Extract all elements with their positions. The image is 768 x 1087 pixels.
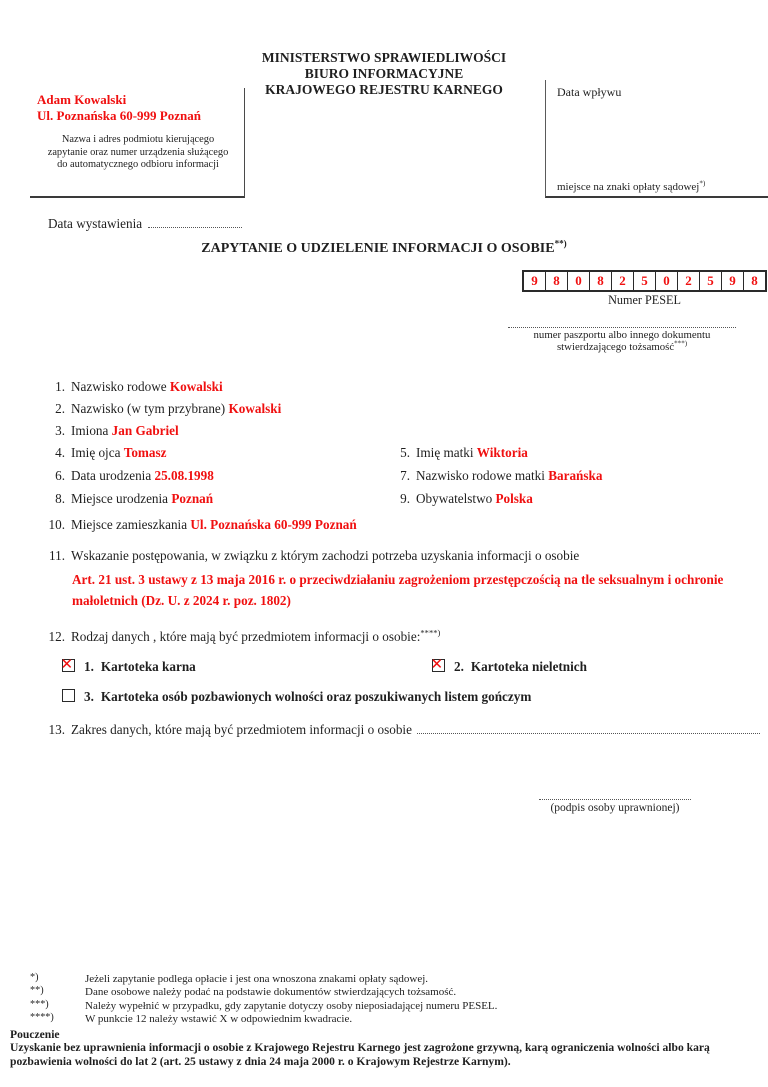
checkbox-row-2 — [62, 689, 531, 705]
passport-caption-line-1: numer paszportu albo innego dokumentu — [533, 329, 711, 341]
option-label: Kartoteka karna — [100, 659, 196, 674]
option-label: Kartoteka osób pozbawionych wolności oraz poszukiwanych listem gończym — [100, 689, 532, 704]
footnote-ref-3: ***) — [674, 339, 688, 348]
ministry-line-2: BIURO INFORMACYJNE — [304, 66, 464, 81]
field-number: 13. — [48, 722, 65, 737]
field-number: 3. — [55, 423, 65, 438]
footnote-marker: ****) — [30, 1012, 54, 1024]
pesel-digit: 2 — [677, 272, 699, 290]
pesel-digit: 2 — [611, 272, 633, 290]
footnote-text: W punkcie 12 należy wstawić X w odpowiednim kwadracie. — [85, 1013, 353, 1026]
footnote-text: Należy wypełnić w przypadku, gdy zapytanie dotyczy osoby nieposiadającej numeru PESEL. — [85, 999, 498, 1012]
field-9 — [385, 491, 533, 507]
field-value: Polska — [495, 491, 533, 506]
passport-number-block — [496, 323, 748, 354]
field-row-13 — [40, 722, 760, 738]
footnote-ref-2: **) — [554, 238, 567, 249]
field-row-6-7 — [40, 468, 603, 484]
signature-block — [520, 793, 710, 815]
footnote-marker: **) — [30, 985, 44, 997]
option-kartoteka-karna — [60, 655, 196, 674]
field-number: 2. — [55, 401, 65, 416]
field-label: Rodzaj danych , które mają być przedmiotem informacji o osobie: — [71, 629, 421, 644]
field-label: Obywatelstwo — [416, 491, 493, 506]
pesel-digit: 8 — [589, 272, 611, 290]
field-row-10 — [40, 517, 357, 533]
footnote-1 — [30, 973, 497, 986]
sender-box-caption: Nazwa i adres podmiotu kierującego zapytanie oraz numer urządzenia służącego do automatycznego odbioru informacji — [47, 134, 229, 171]
field-value: Kowalski — [228, 401, 282, 416]
checkbox-row-1 — [60, 655, 587, 675]
pesel-digit: 8 — [743, 272, 765, 290]
footnote-marker: *) — [30, 972, 39, 983]
sender-address: Ul. Poznańska 60-999 Poznań — [37, 107, 201, 123]
footnote-marker: ***) — [30, 998, 49, 1010]
field-number: 7. — [400, 468, 410, 483]
field-row-4-5 — [40, 445, 528, 461]
option-kartoteka-osob-pozbawionych — [62, 689, 531, 704]
field-row-2 — [40, 401, 281, 417]
ministry-line-1: MINISTERSTWO SPRAWIEDLIWOŚCI — [261, 50, 507, 65]
field-number: 11. — [49, 548, 65, 563]
field-number: 4. — [55, 445, 65, 460]
form-title: ZAPYTANIE O UDZIELENIE INFORMACJI O OSOBIE**) — [201, 238, 567, 256]
field-row-11 — [40, 548, 579, 564]
pesel-digit: 5 — [699, 272, 721, 290]
field-number: 9. — [400, 491, 410, 506]
footnote-text: Jeżeli zapytanie podlega opłacie i jest ona wnoszona znakami opłaty sądowej. — [85, 973, 429, 985]
field-value: Wiktoria — [476, 445, 528, 460]
pesel-label: Numer PESEL — [608, 293, 681, 307]
field-row-1 — [40, 379, 223, 395]
field-label: Miejsce urodzenia — [71, 491, 169, 506]
option-number: 1. — [84, 659, 94, 674]
footnote-4 — [30, 1013, 497, 1026]
field-number: 5. — [400, 445, 410, 460]
field-value: Barańska — [548, 468, 603, 483]
notice-text: Uzyskanie bez uprawnienia informacji o osobie z Krajowego Rejestru Karnego jest zagrożone grzywną, karą ograniczenia wolności albo karą pozbawienia wolności do lat 2 (art. 25 ustawy z dnia 24 maja 2000 r. o Krajowym Rejestrze Karnym). — [10, 1041, 710, 1068]
option-kartoteka-nieletnich — [430, 655, 587, 675]
checkbox-x-icon: ✕ — [60, 655, 74, 673]
signature-fill-line — [539, 793, 691, 800]
pesel-digit: 0 — [567, 272, 589, 290]
issue-date-row — [48, 216, 242, 232]
sender-box — [30, 88, 245, 198]
legal-basis-text: Art. 21 ust. 3 ustawy z 13 maja 2016 r. o przeciwdziałaniu zagrożeniom przestępczością na tle seksualnym i ochronie małoletnich (Dz. U. z 2024 r. poz. 1802) — [72, 572, 724, 608]
field-13-fill-line — [417, 722, 760, 734]
field-row-12 — [40, 629, 440, 645]
field-row-3 — [40, 423, 179, 439]
passport-fill-line — [508, 323, 736, 328]
court-fee-stamp-label: miejsce na znaki opłaty sądowej*) — [557, 179, 706, 193]
receipt-box — [545, 80, 768, 198]
field-label: Miejsce zamieszkania — [71, 517, 188, 532]
field-number: 8. — [55, 491, 65, 506]
footnote-3 — [30, 1000, 497, 1013]
field-label: Nazwisko (w tym przybrane) — [71, 401, 226, 416]
footnote-ref-1: *) — [699, 179, 706, 188]
footnote-ref-4: ****) — [420, 627, 441, 638]
field-value: Kowalski — [169, 379, 223, 394]
passport-caption-line-2: stwierdzającego tożsamość***) — [556, 339, 688, 354]
pesel-digit: 9 — [531, 273, 538, 288]
field-value: Poznań — [171, 491, 214, 506]
checkbox-kartoteka-karna[interactable] — [60, 655, 75, 673]
ministry-line-3: KRAJOWEGO REJESTRU KARNEGO — [265, 82, 503, 97]
field-number: 1. — [55, 379, 65, 394]
field-5 — [385, 445, 528, 461]
checkbox-x-icon: ✕ — [430, 655, 444, 673]
field-number: 6. — [55, 468, 65, 483]
notice-title: Pouczenie — [10, 1028, 60, 1041]
checkbox-kartoteka-nieletnich[interactable] — [430, 655, 445, 673]
field-number: 10. — [48, 517, 65, 532]
footnotes — [30, 973, 497, 1027]
signature-label: (podpis osoby uprawnionej) — [550, 802, 680, 814]
pesel-grid — [522, 270, 767, 292]
field-label: Imię matki — [416, 445, 474, 460]
field-7 — [385, 468, 602, 484]
checkbox-kartoteka-osob-pozbawionych[interactable] — [62, 689, 75, 702]
field-label: Imiona — [71, 423, 109, 438]
pesel-digit: 8 — [545, 272, 567, 290]
field-value: Jan Gabriel — [111, 423, 179, 438]
footnote-2 — [30, 986, 497, 999]
pesel-digit: 5 — [633, 272, 655, 290]
option-label: Kartoteka nieletnich — [470, 659, 587, 674]
footnote-text: Dane osobowe należy podać na podstawie dokumentów stwierdzających tożsamość. — [85, 986, 457, 999]
issue-date-label: Data wystawienia — [48, 216, 143, 231]
receipt-date-label: Data wpływu — [557, 85, 622, 99]
issue-date-fill-line — [148, 216, 242, 228]
field-label: Imię ojca — [71, 445, 121, 460]
field-row-8-9 — [40, 491, 533, 507]
pesel-digit: 9 — [721, 272, 743, 290]
sender-name: Adam Kowalski — [37, 92, 127, 107]
field-label: Nazwisko rodowe — [71, 379, 167, 394]
option-number: 3. — [84, 689, 94, 704]
field-label: Wskazanie postępowania, w związku z którym zachodzi potrzeba uzyskania informacji o osobie — [71, 548, 580, 563]
field-label: Zakres danych, które mają być przedmiotem informacji o osobie — [71, 722, 412, 737]
field-value: Ul. Poznańska 60-999 Poznań — [190, 517, 357, 532]
field-value: Tomasz — [123, 445, 167, 460]
option-number: 2. — [454, 659, 464, 674]
pesel-digit: 0 — [655, 272, 677, 290]
field-label: Data urodzenia — [71, 468, 152, 483]
field-value: 25.08.1998 — [154, 468, 214, 483]
field-number: 12. — [48, 629, 65, 644]
field-label: Nazwisko rodowe matki — [416, 468, 545, 483]
